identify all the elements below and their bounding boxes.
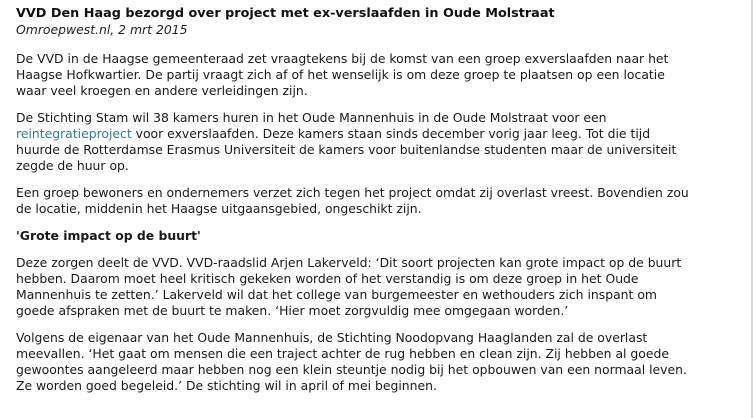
section-subheading: 'Grote impact op de buurt'	[16, 228, 201, 243]
paragraph-4: Deze zorgen deelt de VVD. VVD-raadslid Arjen Lakerveld: ‘Dit soort projecten kan grote impact op de buurt hebben. Daarom moet heel kritisch gekeken worden of het verstandig is om deze groep in het Oude Mannenhuis te zetten.’ Lakerveld wil dat het college van burgemeester en wethouders zich inspant om goede afspraken met de buurt te maken. ‘Hier moet zorgvuldig mee omgegaan worden.’	[16, 255, 682, 318]
article-headline: VVD Den Haag bezorgd over project met ex-verslaafden in Oude Molstraat	[16, 6, 555, 21]
paragraph-5: Volgens de eigenaar van het Oude Mannenhuis, de Stichting Noodopvang Haaglanden zal de overlast meevallen. ‘Het gaat om mensen die een traject achter de rug hebben en clean zijn. Zij hebben al goede gewoontes aangeleerd maar hebben nog een klein steuntje nodig bij het opbouwen van een normaal leven. Ze worden goed begeleid.’ De stichting wil in april of mei beginnen.	[16, 330, 687, 393]
reintegratieproject-link[interactable]: reintegratieproject	[16, 126, 132, 141]
paragraph-2-start: De Stichting Stam wil 38 kamers huren in het Oude Mannenhuis in de Oude Molstraat voor een	[16, 110, 607, 125]
paragraph-2-end: voor exverslaafden. Deze kamers staan sinds december vorig jaar leeg. Tot die tijd huurde de Rotterdamse Erasmus Universiteit de kamers voor buitenlandse studenten maar de universiteit zegde de huur op.	[16, 126, 677, 173]
paragraph-3: Een groep bewoners en ondernemers verzet zich tegen het project omdat zij overlast vreest. Bovendien zou de locatie, middenin het Haagse uitgaansgebied, ongeschikt zijn.	[16, 185, 689, 216]
article-source: Omroepwest.nl, 2 mrt 2015	[16, 22, 188, 37]
paragraph-2	[16, 110, 740, 174]
paragraph-1: De VVD in de Haagse gemeenteraad zet vraagtekens bij de komst van een groep exverslaafden naar het Haagse Hofkwartier. De partij vraagt zich af of het wenselijk is om deze groep te plaatsen op een locatie waar veel kroegen en andere verleidingen zijn.	[16, 51, 669, 98]
